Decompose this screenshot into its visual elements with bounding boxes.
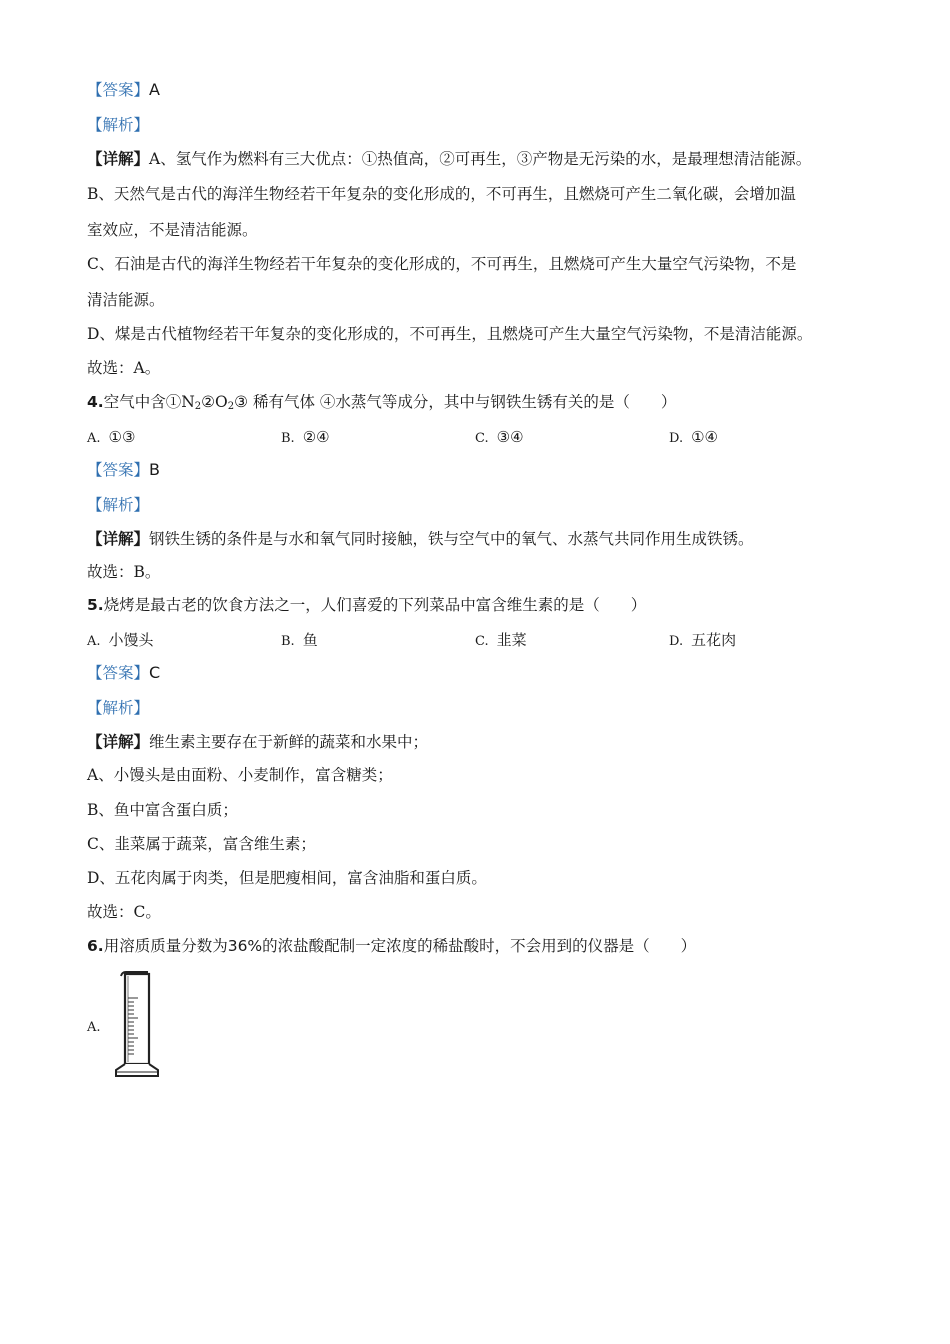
stem-text: 的浓盐酸配制一定浓度的稀盐酸时，不会用到的仪器是（ ）	[262, 937, 697, 955]
detail-tag: 【详解】	[87, 149, 150, 168]
q5-detail-line: B、鱼中富含蛋白质；	[87, 801, 238, 819]
question-number: 5.	[87, 596, 104, 614]
q3-detail-line: B、天然气是古代的海洋生物经若干年复杂的变化形成的，不可再生，且燃烧可产生二氧化碳，会增加温	[87, 185, 796, 203]
detail-tag: 【详解】	[87, 732, 150, 751]
option-label: C.	[475, 634, 489, 649]
stem-text: 烧烤是最古老的饮食方法之一，人们喜爱的下列菜品中富含维生素的是（ ）	[103, 596, 647, 614]
q5-conclusion: 故选：C。	[87, 903, 161, 921]
option-label: C.	[475, 431, 489, 446]
q4-answer	[87, 459, 887, 481]
graduated-cylinder-icon	[112, 970, 162, 1080]
answer-value: C	[149, 663, 161, 682]
stem-text: 空气中含①	[103, 393, 182, 411]
q3-detail-line	[87, 148, 887, 170]
q5-option-c	[475, 629, 527, 653]
answer-tag: 【答案】	[87, 664, 150, 682]
option-text: 鱼	[302, 631, 318, 649]
option-text: 韭菜	[496, 631, 527, 649]
percent-value: 36%	[227, 937, 263, 955]
q3-analysis-tag: 【解析】	[87, 116, 150, 134]
q3-detail-line: D、煤是古代植物经若干年复杂的变化形成的，不可再生，且燃烧可产生大量空气污染物，不是清洁能源。	[87, 325, 813, 343]
option-label: D.	[669, 431, 684, 446]
q5-detail-line: A、小馒头是由面粉、小麦制作，富含糖类；	[87, 766, 393, 784]
q4-option-c	[475, 426, 524, 450]
option-label: B.	[281, 431, 295, 446]
option-label: A.	[87, 634, 101, 649]
question-number: 4.	[87, 393, 104, 411]
stem-text: 用溶质质量分数为	[103, 937, 228, 955]
option-text: ③④	[496, 428, 524, 446]
q4-detail-line	[87, 528, 887, 550]
formula-subscript: 2	[194, 401, 202, 412]
q4-option-b	[281, 426, 330, 450]
q5-detail-line: D、五花肉属于肉类，但是肥瘦相间，富含油脂和蛋白质。	[87, 869, 487, 887]
q3-conclusion: 故选：A。	[87, 359, 161, 377]
q5-detail-line: C、韭菜属于蔬菜，富含维生素；	[87, 835, 316, 853]
option-text: ②④	[302, 428, 330, 446]
option-label: D.	[669, 634, 684, 649]
q4-stem	[87, 391, 887, 418]
formula-n: N	[181, 393, 195, 411]
q3-answer	[87, 79, 887, 101]
q4-conclusion: 故选：B。	[87, 563, 161, 581]
detail-tag: 【详解】	[87, 529, 150, 548]
question-number: 6.	[87, 937, 104, 955]
answer-tag: 【答案】	[87, 81, 150, 99]
answer-value: B	[149, 460, 160, 479]
q4-option-a	[87, 426, 135, 450]
option-label: A.	[87, 431, 101, 446]
detail-text: A、氢气作为燃料有三大优点：①热值高，②可再生，③产物是无污染的水，是最理想清洁能源。	[149, 150, 812, 168]
detail-text: 钢铁生锈的条件是与水和氧气同时接触，铁与空气中的氧气、水蒸气共同作用生成铁锈。	[149, 530, 754, 548]
q5-option-b	[281, 629, 318, 653]
q3-detail-line: 室效应，不是清洁能源。	[87, 221, 258, 239]
q5-analysis-tag: 【解析】	[87, 699, 150, 717]
stem-text: ②	[201, 393, 216, 411]
formula-subscript: 2	[227, 401, 235, 412]
q4-analysis-tag: 【解析】	[87, 496, 150, 514]
q3-detail-line: 清洁能源。	[87, 291, 165, 309]
option-text: 小馒头	[108, 631, 154, 649]
q5-option-d	[669, 629, 736, 653]
q5-answer	[87, 662, 887, 684]
q5-detail-line	[87, 731, 887, 753]
option-label: B.	[281, 634, 295, 649]
detail-text: 维生素主要存在于新鲜的蔬菜和水果中；	[149, 733, 429, 751]
formula-o: O	[215, 393, 228, 411]
answer-value: A	[149, 80, 160, 99]
option-text: ①③	[108, 428, 136, 446]
q5-option-a	[87, 629, 154, 653]
q4-option-d	[669, 426, 718, 450]
stem-text: ③ 稀有气体 ④水蒸气等成分，其中与钢铁生锈有关的是（ ）	[234, 393, 677, 411]
q6-option-a-label: A.	[87, 1020, 101, 1035]
option-text: 五花肉	[691, 631, 737, 649]
q5-stem	[87, 594, 887, 616]
q3-detail-line: C、石油是古代的海洋生物经若干年复杂的变化形成的，不可再生，且燃烧可产生大量空气污染物，不是	[87, 255, 797, 273]
q6-stem	[87, 935, 887, 957]
answer-tag: 【答案】	[87, 461, 150, 479]
option-text: ①④	[691, 428, 718, 446]
